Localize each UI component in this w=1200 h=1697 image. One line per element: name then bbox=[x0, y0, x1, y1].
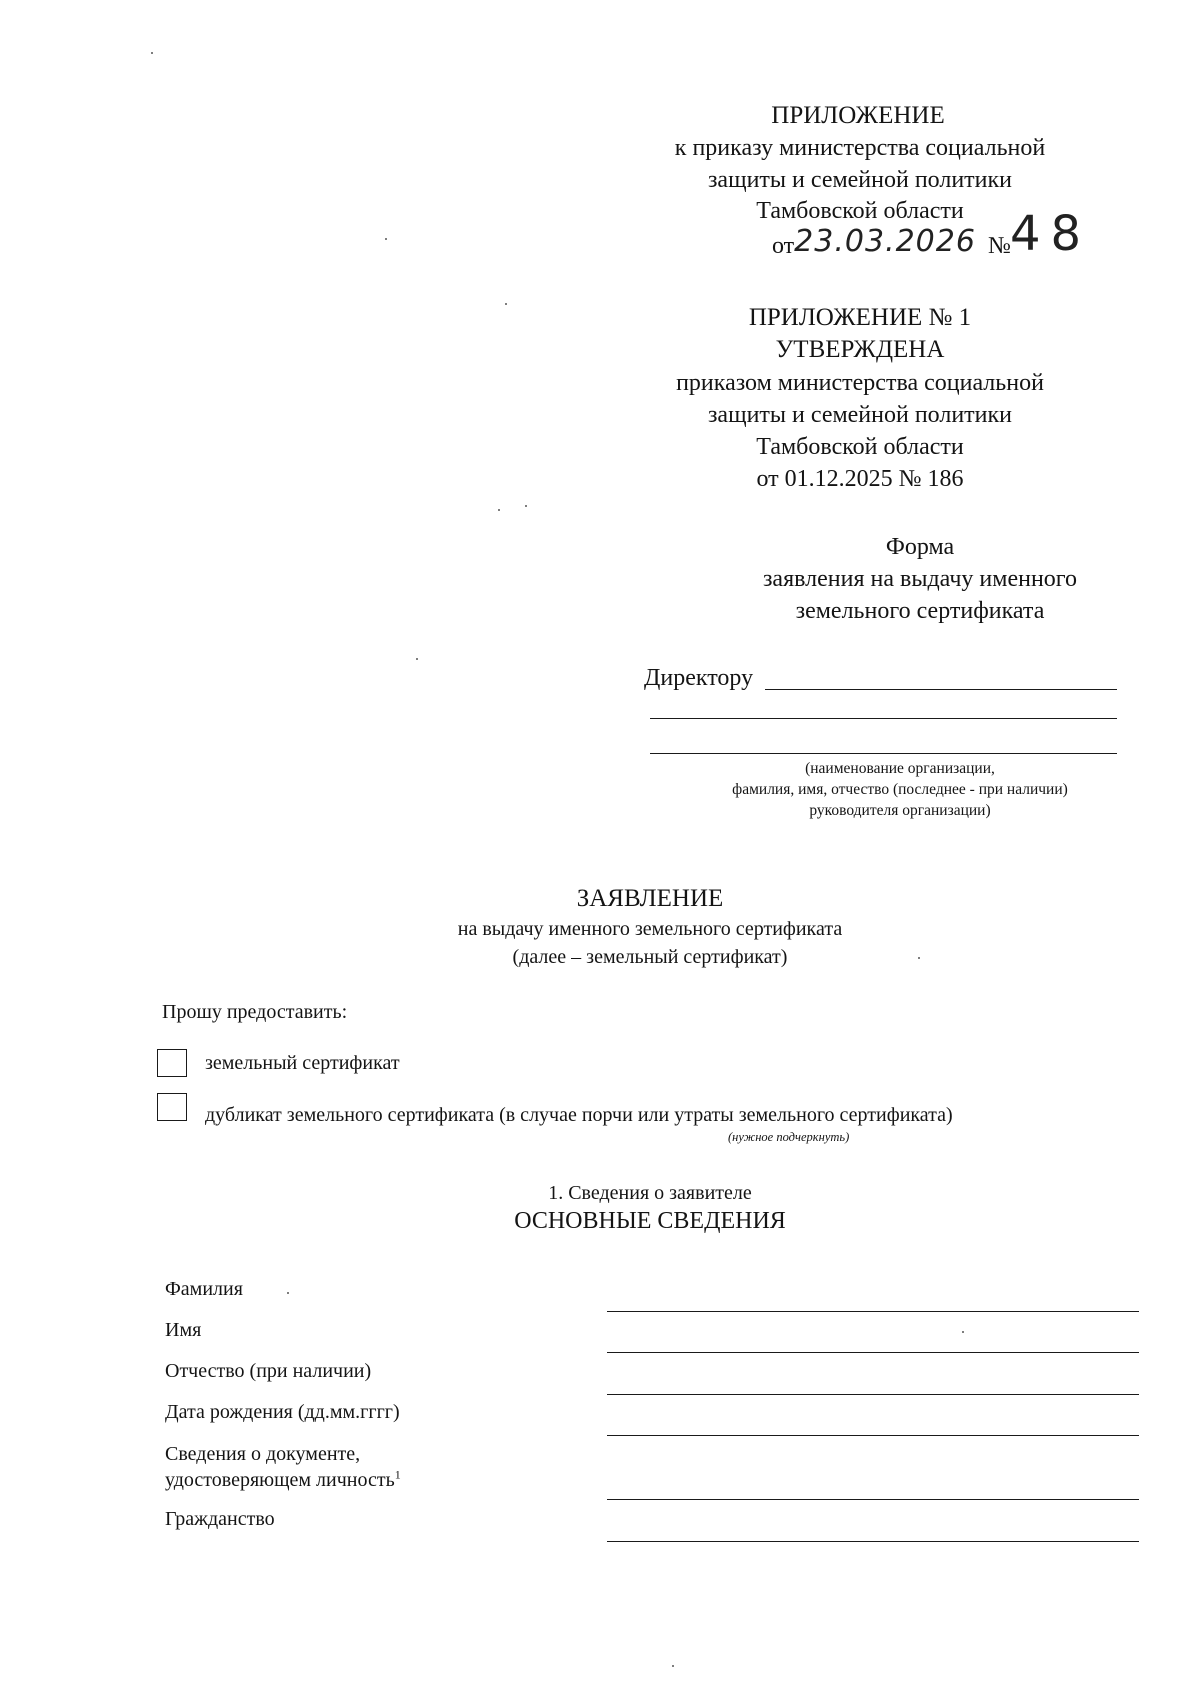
checkbox-land-certificate[interactable] bbox=[157, 1049, 187, 1077]
addressee-caption-2: фамилия, имя, отчество (последнее - при наличии) bbox=[732, 781, 1068, 798]
field-line-surname[interactable] bbox=[607, 1311, 1139, 1312]
section-1-heading: 1. Сведения о заявителе bbox=[548, 1182, 752, 1204]
field-label-citizenship: Гражданство bbox=[165, 1508, 275, 1530]
field-label-name: Имя bbox=[165, 1319, 202, 1341]
checkbox-duplicate-certificate[interactable] bbox=[157, 1093, 187, 1121]
field-label-surname: Фамилия bbox=[165, 1278, 243, 1300]
field-label-birth-date: Дата рождения (дд.мм.гггг) bbox=[165, 1401, 400, 1423]
field-line-name[interactable] bbox=[607, 1352, 1139, 1353]
addressee-label: Директору bbox=[644, 665, 754, 691]
scan-speck bbox=[672, 1665, 674, 1667]
scan-speck bbox=[498, 509, 500, 511]
scan-speck bbox=[287, 1292, 289, 1294]
scan-speck bbox=[385, 238, 387, 240]
date-prefix: от bbox=[772, 233, 795, 259]
footnote-marker: 1 bbox=[394, 1467, 401, 1482]
field-line-id-document[interactable] bbox=[607, 1499, 1139, 1500]
scan-speck bbox=[416, 658, 418, 660]
scan-speck bbox=[962, 1331, 964, 1333]
field-label-id-document bbox=[165, 1441, 401, 1493]
scan-speck bbox=[525, 505, 527, 507]
field-label-id-document-line-1: Сведения о документе, bbox=[165, 1443, 361, 1465]
form-line-2: заявления на выдачу именного bbox=[762, 566, 1078, 592]
addressee-caption-3: руководителя организации) bbox=[809, 802, 991, 819]
approved-line-2: защиты и семейной политики bbox=[707, 402, 1013, 428]
appendix-date-row bbox=[772, 224, 1011, 262]
approved-appendix-title: ПРИЛОЖЕНИЕ № 1 bbox=[748, 304, 972, 331]
addressee-line-1 bbox=[765, 689, 1117, 690]
appendix-line-3: Тамбовской области bbox=[756, 198, 964, 224]
handwritten-date: 23.03.2026 bbox=[794, 224, 976, 259]
underline-note: (нужное подчеркнуть) bbox=[728, 1130, 850, 1144]
approved-line-3: Тамбовской области bbox=[756, 434, 964, 460]
scan-speck bbox=[151, 52, 153, 54]
approved-line-4: от 01.12.2025 № 186 bbox=[756, 466, 964, 492]
number-sign: № bbox=[987, 233, 1011, 259]
request-label: Прошу предоставить: bbox=[162, 1001, 348, 1023]
statement-subtitle-1: на выдачу именного земельного сертификата bbox=[457, 918, 843, 940]
field-line-birth-date[interactable] bbox=[607, 1435, 1139, 1436]
scan-speck bbox=[918, 957, 920, 959]
statement-title: ЗАЯВЛЕНИЕ bbox=[576, 885, 724, 912]
appendix-line-1: к приказу министерства социальной bbox=[674, 135, 1046, 161]
form-line-3: земельного сертификата bbox=[795, 598, 1045, 624]
approved-label: УТВЕРЖДЕНА bbox=[775, 336, 945, 363]
addressee-line-2 bbox=[650, 718, 1117, 719]
field-label-patronymic: Отчество (при наличии) bbox=[165, 1360, 372, 1382]
form-line-1: Форма bbox=[885, 534, 955, 560]
section-1-subheading: ОСНОВНЫЕ СВЕДЕНИЯ bbox=[514, 1208, 786, 1234]
option-land-certificate: земельный сертификат bbox=[205, 1052, 400, 1074]
scan-speck bbox=[505, 303, 507, 305]
addressee-line-3 bbox=[650, 753, 1117, 754]
appendix-title: ПРИЛОЖЕНИЕ bbox=[771, 102, 945, 129]
field-line-patronymic[interactable] bbox=[607, 1394, 1139, 1395]
option-duplicate-certificate: дубликат земельного сертификата (в случае порчи или утраты земельного сертификата) bbox=[205, 1104, 953, 1126]
appendix-line-2: защиты и семейной политики bbox=[707, 167, 1013, 193]
addressee-caption-1: (наименование организации, bbox=[805, 760, 995, 777]
statement-subtitle-2: (далее – земельный сертификат) bbox=[512, 946, 788, 968]
handwritten-number: 48 bbox=[1010, 206, 1092, 262]
field-line-citizenship[interactable] bbox=[607, 1541, 1139, 1542]
approved-line-1: приказом министерства социальной bbox=[676, 370, 1044, 396]
field-label-id-document-line-2: удостоверяющем личность$^1$ bbox=[165, 1467, 401, 1491]
